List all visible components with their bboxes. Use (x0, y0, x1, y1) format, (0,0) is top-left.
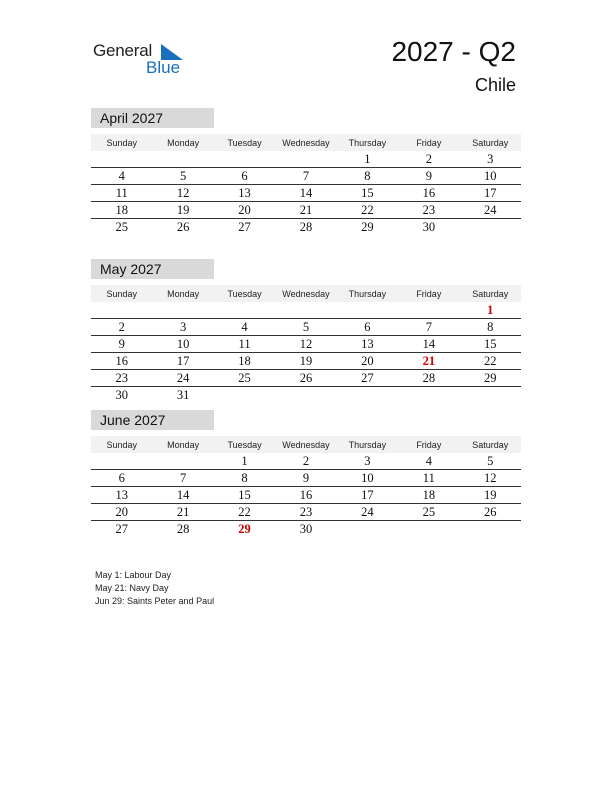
day-cell: 16 (275, 487, 336, 504)
day-cell: 1 (460, 302, 521, 319)
day-cell: 8 (214, 470, 275, 487)
day-cell: 26 (176, 219, 190, 234)
day-cell: 28 (176, 521, 190, 536)
day-cell: 19 (152, 202, 213, 219)
day-cell: 10 (337, 470, 398, 487)
week-row (91, 202, 521, 219)
week-row (91, 302, 521, 319)
day-cell: 15 (214, 487, 275, 504)
logo-text-general: General (93, 41, 153, 60)
week-row (91, 387, 521, 404)
day-cell: 21 (275, 202, 336, 219)
day-cell: 19 (460, 487, 521, 504)
weekday-label: Sunday (91, 436, 152, 453)
day-cell: 17 (337, 487, 398, 504)
day-cell: 7 (275, 168, 336, 185)
month-june (91, 410, 521, 537)
day-cell: 15 (460, 336, 521, 353)
week-row (91, 319, 521, 336)
day-cell: 28 (299, 219, 313, 234)
day-cell: 1 (337, 151, 398, 168)
logo-text-blue: Blue (146, 58, 181, 77)
day-cell: 30 (115, 387, 128, 402)
day-cell: 2 (275, 453, 336, 470)
weekday-label: Monday (152, 134, 213, 151)
month-may (91, 259, 521, 403)
weekday-label: Friday (398, 285, 459, 302)
weekday-header-row (91, 436, 521, 453)
weekday-label: Wednesday (275, 285, 336, 302)
day-cell: 8 (460, 319, 521, 336)
empty-cell (152, 302, 213, 319)
day-cell: 23 (91, 370, 152, 387)
week-row (91, 219, 521, 236)
day-cell: 20 (337, 353, 398, 370)
day-cell: 24 (460, 202, 521, 219)
day-cell: 7 (398, 319, 459, 336)
day-cell: 11 (398, 470, 459, 487)
day-cell: 22 (337, 202, 398, 219)
day-cell: 30 (299, 521, 313, 536)
day-cell: 3 (152, 319, 213, 336)
empty-cell (275, 151, 336, 168)
weekday-label: Saturday (460, 134, 521, 151)
week-row (91, 487, 521, 504)
month-title: May 2027 (91, 259, 214, 279)
day-cell: 14 (275, 185, 336, 202)
day-cell: 4 (214, 319, 275, 336)
empty-cell (337, 387, 398, 404)
empty-cell (214, 151, 275, 168)
day-cell: 13 (337, 336, 398, 353)
day-cell: 27 (337, 370, 398, 387)
day-cell: 22 (460, 353, 521, 370)
weekday-label: Thursday (337, 285, 398, 302)
week-row (91, 370, 521, 387)
weekday-label: Tuesday (214, 285, 275, 302)
month-april (91, 108, 521, 235)
day-cell: 27 (115, 521, 128, 536)
empty-cell (275, 387, 336, 404)
weekday-label: Saturday (460, 436, 521, 453)
day-cell: 8 (337, 168, 398, 185)
week-row (91, 336, 521, 353)
day-cell: 17 (152, 353, 213, 370)
month-title: June 2027 (91, 410, 214, 430)
week-row (91, 453, 521, 470)
day-cell: 12 (275, 336, 336, 353)
day-cell: 23 (398, 202, 459, 219)
day-cell: 25 (214, 370, 275, 387)
calendar-grid (91, 134, 521, 235)
weekday-label: Monday (152, 436, 213, 453)
day-cell: 26 (460, 504, 521, 521)
day-cell: 29 (238, 521, 251, 536)
weekday-label: Sunday (91, 134, 152, 151)
day-cell: 12 (152, 185, 213, 202)
holiday-notes (95, 569, 214, 608)
day-cell: 11 (214, 336, 275, 353)
day-cell: 4 (398, 453, 459, 470)
weekday-label: Thursday (337, 134, 398, 151)
day-cell: 9 (398, 168, 459, 185)
day-cell: 24 (152, 370, 213, 387)
day-cell: 25 (115, 219, 128, 234)
empty-cell (214, 387, 275, 404)
empty-cell (398, 302, 459, 319)
day-cell: 12 (460, 470, 521, 487)
day-cell: 5 (460, 453, 521, 470)
week-row (91, 151, 521, 168)
day-cell: 5 (152, 168, 213, 185)
day-cell: 11 (91, 185, 152, 202)
empty-cell (91, 453, 152, 470)
page-title: 2027 - Q2 (391, 36, 516, 67)
day-cell: 29 (361, 219, 374, 234)
weekday-label: Friday (398, 436, 459, 453)
empty-cell (460, 387, 521, 404)
day-cell: 17 (460, 185, 521, 202)
weekday-label: Friday (398, 134, 459, 151)
week-row (91, 353, 521, 370)
day-cell: 6 (214, 168, 275, 185)
calendar-grid (91, 285, 521, 403)
weekday-header-row (91, 134, 521, 151)
empty-cell (91, 151, 152, 168)
day-cell: 10 (152, 336, 213, 353)
day-cell: 18 (214, 353, 275, 370)
day-cell: 6 (337, 319, 398, 336)
day-cell: 24 (337, 504, 398, 521)
day-cell: 25 (398, 504, 459, 521)
holiday-note: May 1: Labour Day (95, 570, 172, 580)
weekday-label: Monday (152, 285, 213, 302)
empty-cell (460, 219, 521, 236)
weekday-label: Wednesday (275, 134, 336, 151)
day-cell: 6 (91, 470, 152, 487)
empty-cell (275, 302, 336, 319)
weekday-label: Tuesday (214, 436, 275, 453)
week-row (91, 521, 521, 538)
day-cell: 22 (214, 504, 275, 521)
week-row (91, 168, 521, 185)
day-cell: 29 (460, 370, 521, 387)
day-cell: 5 (275, 319, 336, 336)
holiday-note: Jun 29: Saints Peter and Paul (95, 596, 215, 606)
day-cell: 13 (214, 185, 275, 202)
holiday-note: May 21: Navy Day (95, 583, 169, 593)
day-cell: 9 (91, 336, 152, 353)
day-cell: 7 (152, 470, 213, 487)
logo (93, 41, 193, 81)
empty-cell (398, 521, 459, 538)
day-cell: 20 (214, 202, 275, 219)
day-cell: 23 (275, 504, 336, 521)
day-cell: 16 (398, 185, 459, 202)
weekday-label: Thursday (337, 436, 398, 453)
day-cell: 10 (460, 168, 521, 185)
day-cell: 13 (91, 487, 152, 504)
day-cell: 15 (337, 185, 398, 202)
empty-cell (152, 151, 213, 168)
day-cell: 16 (91, 353, 152, 370)
day-cell: 18 (91, 202, 152, 219)
day-cell: 31 (176, 387, 190, 402)
day-cell: 28 (398, 370, 459, 387)
weekday-label: Wednesday (275, 436, 336, 453)
day-cell: 19 (275, 353, 336, 370)
week-row (91, 185, 521, 202)
day-cell: 3 (337, 453, 398, 470)
day-cell: 21 (398, 353, 459, 370)
calendar-grid (91, 436, 521, 537)
day-cell: 3 (460, 151, 521, 168)
day-cell: 26 (275, 370, 336, 387)
day-cell: 21 (152, 504, 213, 521)
day-cell: 4 (91, 168, 152, 185)
empty-cell (337, 302, 398, 319)
weekday-label: Tuesday (214, 134, 275, 151)
day-cell: 1 (214, 453, 275, 470)
day-cell: 9 (275, 470, 336, 487)
weekday-header-row (91, 285, 521, 302)
day-cell: 2 (398, 151, 459, 168)
empty-cell (91, 302, 152, 319)
empty-cell (337, 521, 398, 538)
weekday-label: Sunday (91, 285, 152, 302)
week-row (91, 504, 521, 521)
month-title: April 2027 (91, 108, 214, 128)
empty-cell (214, 302, 275, 319)
day-cell: 14 (398, 336, 459, 353)
day-cell: 18 (398, 487, 459, 504)
day-cell: 20 (91, 504, 152, 521)
day-cell: 14 (152, 487, 213, 504)
empty-cell (460, 521, 521, 538)
week-row (91, 470, 521, 487)
weekday-label: Saturday (460, 285, 521, 302)
country-name: Chile (474, 75, 516, 95)
empty-cell (152, 453, 213, 470)
day-cell: 2 (91, 319, 152, 336)
day-cell: 30 (422, 219, 436, 234)
day-cell: 27 (238, 219, 251, 234)
empty-cell (398, 387, 459, 404)
